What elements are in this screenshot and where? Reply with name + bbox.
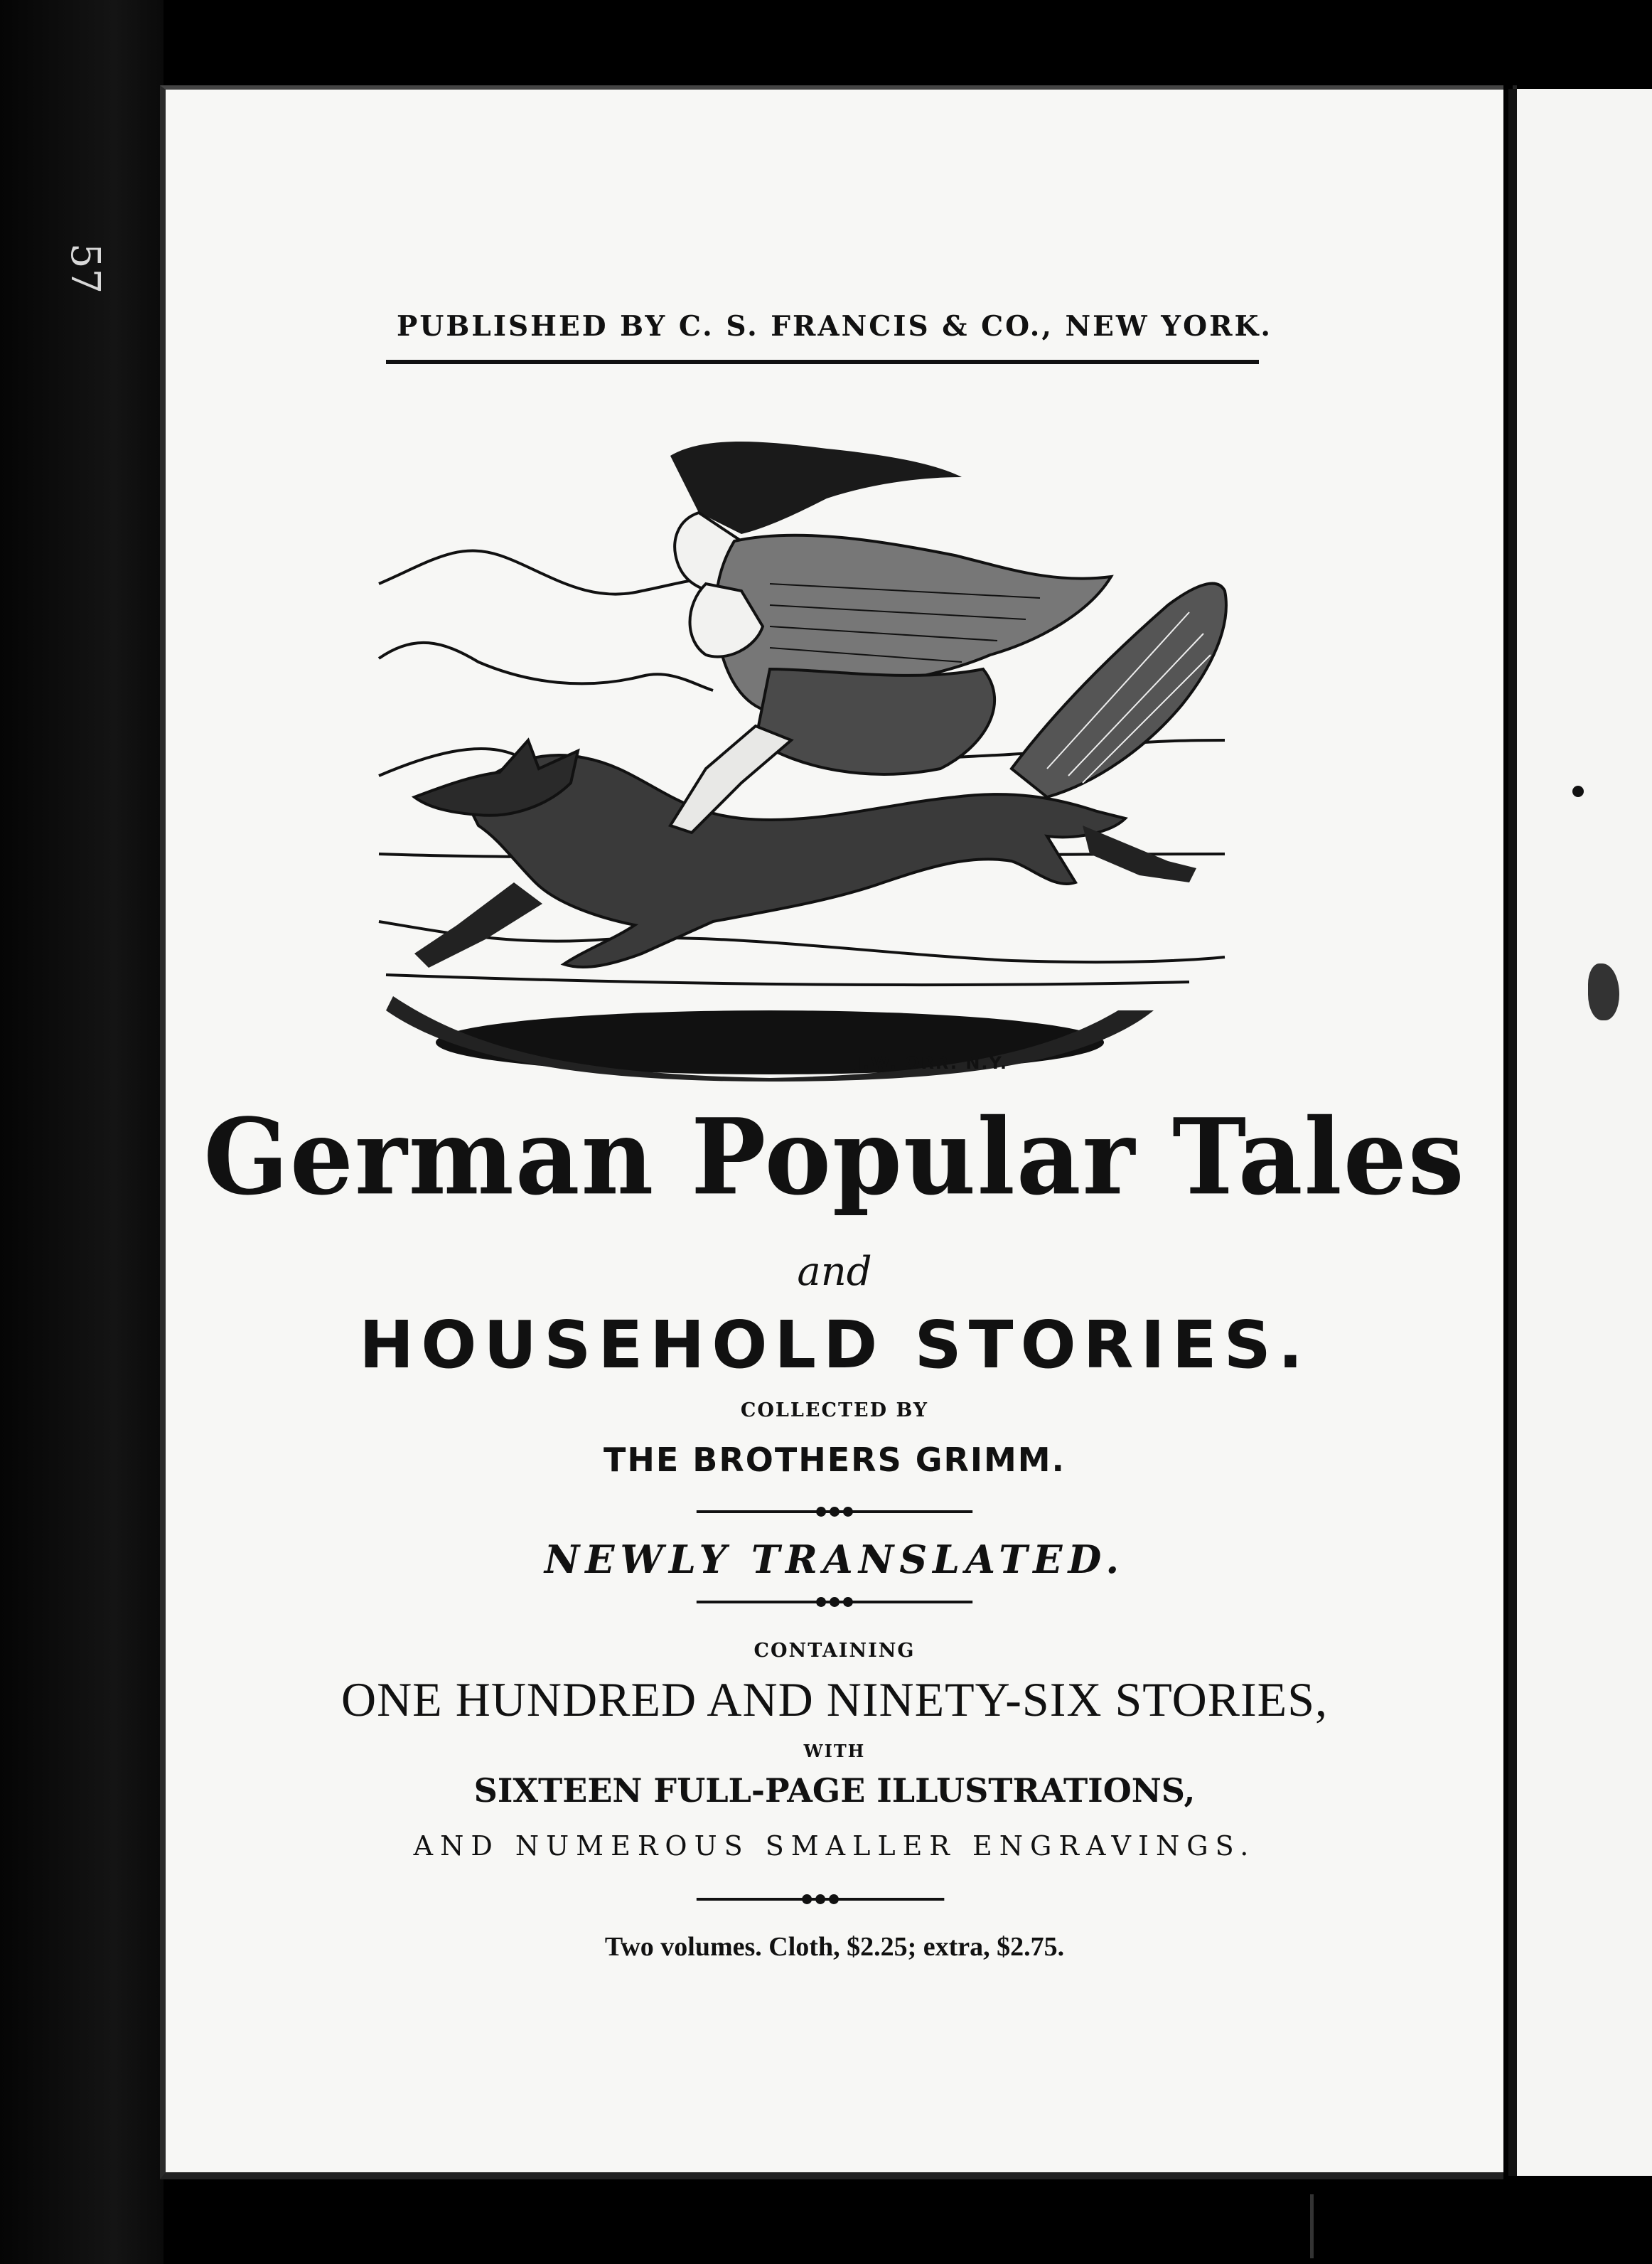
translation-note: NEWLY TRANSLATED. [544, 1537, 1125, 1582]
scan-left-margin [0, 0, 163, 2264]
ground-line [379, 922, 1225, 962]
collected-by: COLLECTED BY [740, 1399, 929, 1421]
ground-line [386, 975, 1189, 985]
book-title: German Popular Tales [203, 1096, 1466, 1219]
frontispiece-illustration [372, 370, 1253, 1082]
fox-front-legs [414, 882, 542, 968]
authors: THE BROTHERS GRIMM. [603, 1441, 1066, 1479]
title-conjunction: and [797, 1249, 872, 1295]
publisher-rule [386, 360, 1259, 364]
price-line: Two volumes. Cloth, $2.25; extra, $2.75. [604, 1932, 1065, 1962]
hill-line [379, 643, 713, 690]
containing-label: CONTAINING [753, 1640, 916, 1662]
ornament-rule [166, 1501, 1503, 1522]
girl-skirt [756, 669, 994, 774]
engraver-credit: J.W. ORR. N.Y. [855, 1053, 1009, 1073]
hill-line [379, 551, 713, 594]
margin-pencil-note: 57 [62, 242, 109, 294]
publisher-line: PUBLISHED BY C. S. FRANCIS & CO., NEW YORK. [397, 310, 1272, 343]
ink-spot [1572, 786, 1584, 797]
smaller-engravings: AND NUMEROUS SMALLER ENGRAVINGS. [413, 1830, 1256, 1862]
ornament-rule [166, 1889, 1503, 1910]
book-page [160, 85, 1503, 2179]
facing-page-edge [1508, 89, 1652, 2176]
ink-blot [1588, 963, 1619, 1020]
ornament-rule [166, 1591, 1503, 1613]
with-label: WITH [803, 1741, 866, 1761]
book-subtitle: HOUSEHOLD STORIES. [359, 1307, 1310, 1383]
full-page-illustrations: SIXTEEN FULL-PAGE ILLUSTRATIONS, [473, 1771, 1196, 1810]
story-count: ONE HUNDRED AND NINETY-SIX STORIES, [340, 1672, 1329, 1726]
girl-hair [670, 442, 962, 534]
page-edge-mark [1310, 2194, 1314, 2258]
